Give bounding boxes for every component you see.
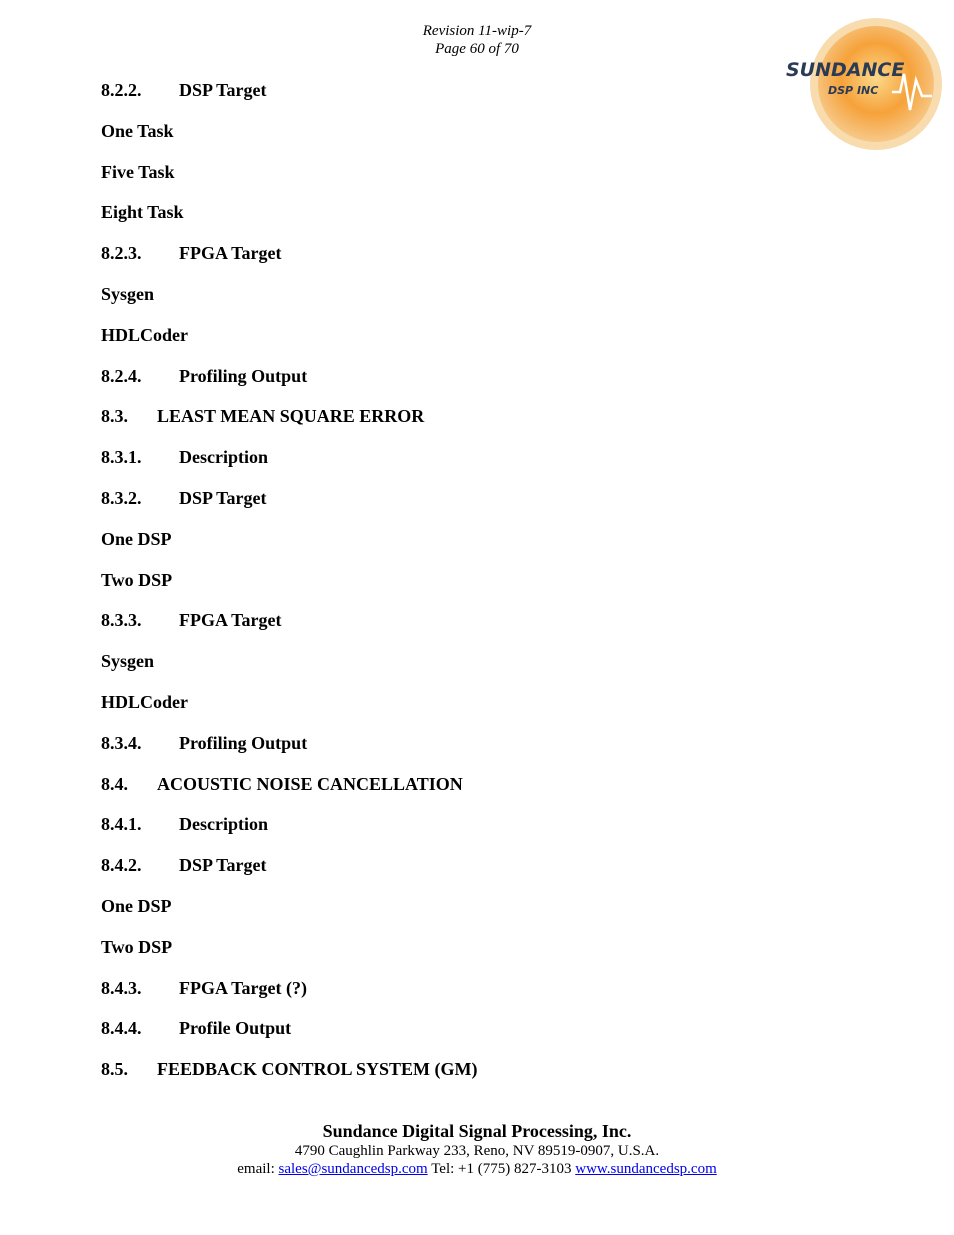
section-heading (101, 445, 761, 486)
subheading (101, 894, 761, 935)
subheading (101, 119, 761, 160)
section-title: Profiling Output (179, 732, 308, 753)
sun-logo-graphic (782, 14, 942, 172)
company-name: Sundance Digital Signal Processing, Inc. (322, 1121, 632, 1141)
section-title: LEAST MEAN SQUARE ERROR (157, 406, 425, 427)
section-title: Five Task (101, 161, 175, 182)
email-link[interactable]: sales@sundancedsp.com (278, 1161, 428, 1177)
subheading (101, 160, 761, 201)
section-heading (101, 1016, 761, 1057)
section-heading (101, 976, 761, 1017)
section-number: 8.3.3. (101, 610, 142, 631)
section-number: 8.4.2. (101, 855, 142, 876)
section-heading (101, 812, 761, 853)
section-heading (101, 608, 761, 649)
section-number: 8.3.4. (101, 732, 142, 753)
website-link[interactable]: www.sundancedsp.com (575, 1161, 717, 1177)
email-label: email: (237, 1161, 275, 1177)
section-number: 8.2.2. (101, 80, 142, 100)
section-heading (101, 731, 761, 772)
section-number: 8.2.3. (101, 243, 142, 264)
section-heading (101, 78, 761, 119)
subheading (101, 649, 761, 690)
section-heading (101, 853, 761, 894)
section-title: HDLCoder (101, 324, 188, 345)
section-title: Profile Output (179, 1018, 292, 1039)
subheading (101, 323, 761, 364)
section-number: 8.3.2. (101, 487, 142, 508)
section-title: FPGA Target (?) (179, 977, 307, 998)
subheading (101, 200, 761, 241)
section-title: Eight Task (101, 202, 184, 223)
section-number: 8.5. (101, 1059, 128, 1080)
section-title: DSP Target (179, 487, 267, 508)
section-number: 8.4. (101, 773, 128, 794)
document-body (101, 78, 761, 1098)
section-title: Two DSP (101, 936, 173, 957)
telephone: Tel: +1 (775) 827-3103 (431, 1161, 572, 1177)
section-title: Sysgen (101, 283, 155, 304)
revision-label: Revision 11-wip-7 (422, 23, 532, 39)
subheading (101, 527, 761, 568)
sundance-logo (782, 14, 942, 172)
logo-text-sundance: SUNDANCE (786, 59, 905, 81)
section-number: 8.4.1. (101, 814, 142, 835)
section-number: 8.4.4. (101, 1018, 142, 1039)
section-title: Description (179, 447, 268, 468)
logo-text-dsp: DSP INC (828, 84, 879, 97)
subheading (101, 568, 761, 609)
section-heading (101, 772, 761, 813)
section-heading (101, 364, 761, 405)
section-heading (101, 1057, 761, 1098)
section-heading (101, 486, 761, 527)
company-address: 4790 Caughlin Parkway 233, Reno, NV 89519-0907, U.S.A. (294, 1143, 660, 1159)
subheading (101, 282, 761, 323)
section-title: Two DSP (101, 569, 173, 590)
section-number: 8.4.3. (101, 977, 142, 998)
section-title: One DSP (101, 528, 172, 549)
subheading (101, 935, 761, 976)
section-title: FPGA Target (179, 243, 282, 264)
section-title: DSP Target (179, 855, 267, 876)
page-number: Page 60 of 70 (435, 41, 519, 57)
section-title: One DSP (101, 895, 172, 916)
section-heading (101, 404, 761, 445)
section-number: 8.3. (101, 406, 128, 427)
section-title: FEEDBACK CONTROL SYSTEM (GM) (157, 1059, 478, 1080)
section-title: FPGA Target (179, 610, 282, 631)
subheading (101, 690, 761, 731)
section-number: 8.2.4. (101, 365, 142, 386)
section-title: Profiling Output (179, 365, 308, 386)
section-title: One Task (101, 120, 174, 141)
section-title: HDLCoder (101, 691, 188, 712)
section-heading (101, 241, 761, 282)
section-title: DSP Target (179, 80, 267, 100)
page-footer (0, 1120, 954, 1178)
contact-line (0, 1160, 954, 1178)
section-title: ACOUSTIC NOISE CANCELLATION (157, 773, 463, 794)
section-number: 8.3.1. (101, 447, 142, 468)
section-title: Sysgen (101, 651, 155, 672)
section-title: Description (179, 814, 268, 835)
